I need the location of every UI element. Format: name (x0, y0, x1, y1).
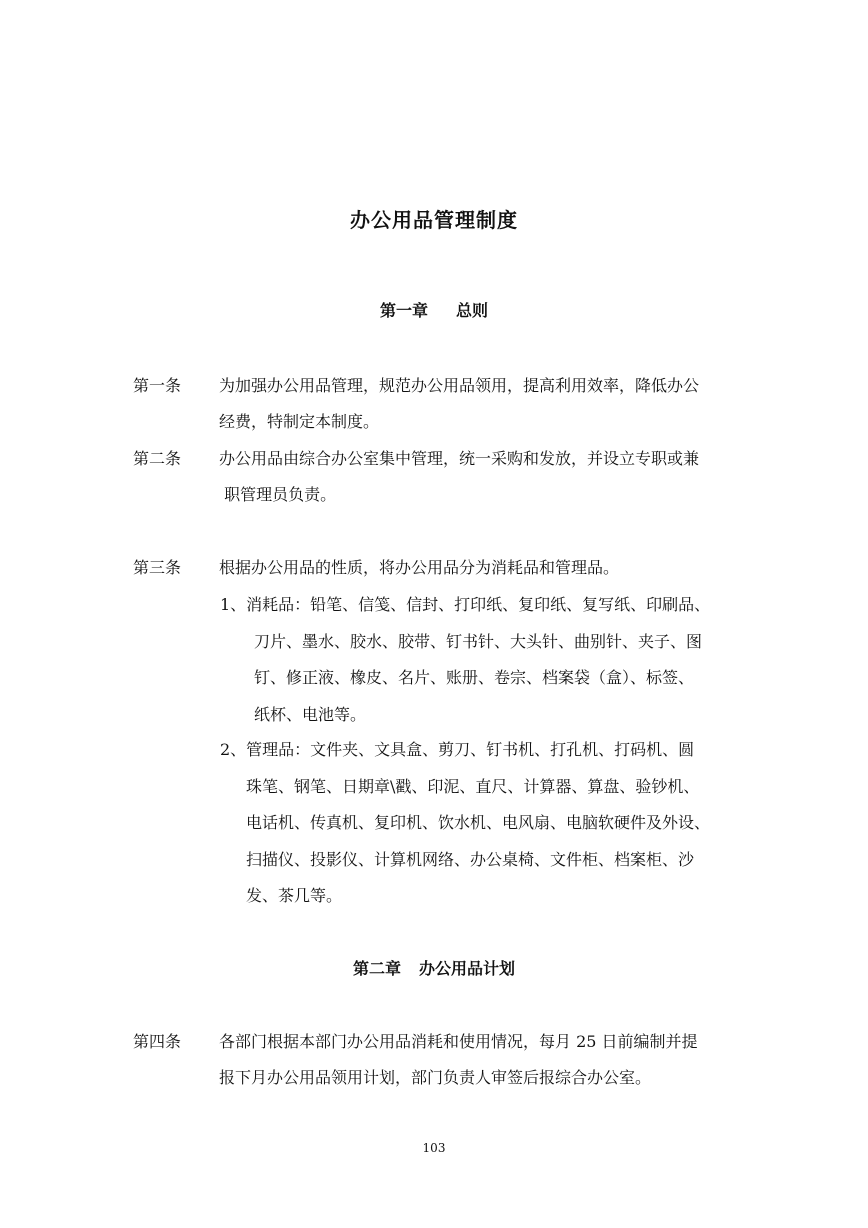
article-3-label: 第三条 (133, 558, 182, 577)
chapter-2-name: 办公用品计划 (419, 959, 516, 978)
page-number: 103 (422, 1141, 446, 1155)
article-3-line-1: 根据办公用品的性质，将办公用品分为消耗品和管理品。 (219, 558, 620, 577)
article-2-body (219, 441, 749, 513)
article-3-body (219, 550, 749, 586)
list-item-2-line-5: 发、茶几等。 (246, 886, 343, 905)
list-item-2-line-1: 2、管理品：文件夹、文具盒、剪刀、钉书机、打孔机、打码机、圆 (220, 740, 695, 759)
article-1-line-1: 为加强办公用品管理，规范办公用品领用，提高利用效率，降低办公 (219, 376, 700, 395)
article-4-label: 第四条 (133, 1032, 182, 1051)
chapter-1-heading (0, 300, 868, 322)
article-4-body (219, 1024, 749, 1096)
list-item-1-line-4: 纸杯、电池等。 (254, 704, 367, 724)
article-2-line-2: 职管理员负责。 (219, 485, 337, 504)
chapter-1-number: 第一章 (379, 301, 428, 320)
list-item-managed-goods (220, 732, 748, 915)
list-item-1-line-3: 钉、修正液、橡皮、名片、账册、卷宗、档案袋（盒）、标签、 (254, 668, 695, 687)
chapter-2-heading (0, 958, 868, 980)
article-2-label: 第二条 (133, 449, 182, 468)
article-4-line-2: 报下月办公用品领用计划，部门负责人审签后报综合办公室。 (219, 1068, 652, 1087)
list-item-2-line-2: 珠笔、钢笔、日期章\戳、印泥、直尺、计算器、算盘、验钞机、 (246, 776, 700, 796)
article-1-body (219, 368, 749, 440)
article-4-line-1: 各部门根据本部门办公用品消耗和使用情况，每月 25 日前编制并提 (219, 1032, 698, 1051)
list-item-1-line-2: 刀片、墨水、胶水、胶带、钉书针、大头针、曲别针、夹子、图 (254, 631, 703, 651)
chapter-2-number: 第二章 (352, 959, 401, 978)
list-item-1-line-1: 1、消耗品：铅笔、信笺、信封、打印纸、复印纸、复写纸、印刷品、 (220, 595, 711, 614)
article-1-line-2: 经费，特制定本制度。 (219, 412, 380, 431)
article-2-line-1: 办公用品由综合办公室集中管理，统一采购和发放，并设立专职或兼 (219, 449, 700, 468)
list-item-2-line-4: 扫描仪、投影仪、计算机网络、办公桌椅、文件柜、档案柜、沙 (246, 849, 695, 869)
list-item-2-line-3: 电话机、传真机、复印机、饮水机、电风扇、电脑软硬件及外设、 (246, 813, 711, 832)
chapter-1-name: 总则 (456, 301, 489, 320)
document-title: 办公用品管理制度 (350, 208, 518, 232)
list-item-consumables (220, 587, 748, 733)
article-1-label: 第一条 (133, 376, 182, 395)
